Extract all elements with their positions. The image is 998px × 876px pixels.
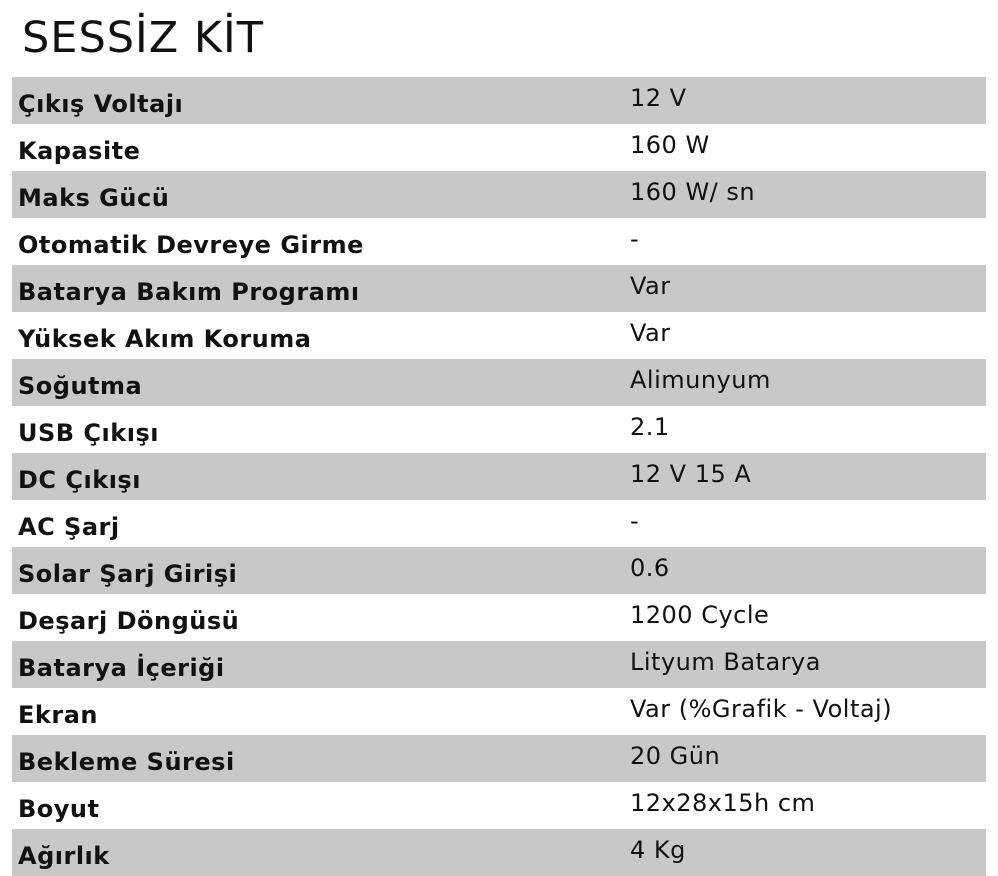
spec-value: 160 W/ sn bbox=[622, 171, 986, 218]
table-row bbox=[12, 218, 986, 265]
spec-label: Yüksek Akım Koruma bbox=[12, 312, 622, 359]
spec-label: Deşarj Döngüsü bbox=[12, 594, 622, 641]
spec-value: 12 V bbox=[622, 77, 986, 124]
table-row bbox=[12, 829, 986, 876]
spec-label: Soğutma bbox=[12, 359, 622, 406]
spec-value: - bbox=[622, 218, 986, 265]
table-row bbox=[12, 171, 986, 218]
table-row bbox=[12, 124, 986, 171]
table-row bbox=[12, 782, 986, 829]
spec-table bbox=[12, 77, 986, 876]
spec-label: AC Şarj bbox=[12, 500, 622, 547]
spec-value: 1200 Cycle bbox=[622, 594, 986, 641]
spec-label: Ağırlık bbox=[12, 829, 622, 876]
spec-label: Kapasite bbox=[12, 124, 622, 171]
spec-value: Var bbox=[622, 265, 986, 312]
spec-label: Solar Şarj Girişi bbox=[12, 547, 622, 594]
spec-label: USB Çıkışı bbox=[12, 406, 622, 453]
table-row bbox=[12, 265, 986, 312]
table-row bbox=[12, 688, 986, 735]
table-row bbox=[12, 359, 986, 406]
spec-label: Batarya Bakım Programı bbox=[12, 265, 622, 312]
page-title: SESSİZ KİT bbox=[22, 13, 265, 63]
spec-value: 4 Kg bbox=[622, 829, 986, 876]
spec-label: Otomatik Devreye Girme bbox=[12, 218, 622, 265]
table-row bbox=[12, 735, 986, 782]
spec-value: 0.6 bbox=[622, 547, 986, 594]
spec-value: Lityum Batarya bbox=[622, 641, 986, 688]
spec-label: DC Çıkışı bbox=[12, 453, 622, 500]
table-row bbox=[12, 547, 986, 594]
table-row bbox=[12, 500, 986, 547]
spec-value: 12x28x15h cm bbox=[622, 782, 986, 829]
spec-label: Çıkış Voltajı bbox=[12, 77, 622, 124]
table-row bbox=[12, 77, 986, 124]
spec-label: Batarya İçeriği bbox=[12, 641, 622, 688]
spec-value: Alimunyum bbox=[622, 359, 986, 406]
table-row bbox=[12, 406, 986, 453]
spec-value: 20 Gün bbox=[622, 735, 986, 782]
table-row bbox=[12, 312, 986, 359]
spec-value: - bbox=[622, 500, 986, 547]
table-row bbox=[12, 453, 986, 500]
spec-label: Maks Gücü bbox=[12, 171, 622, 218]
spec-table-body bbox=[12, 77, 986, 876]
spec-label: Boyut bbox=[12, 782, 622, 829]
spec-value: 160 W bbox=[622, 124, 986, 171]
table-row bbox=[12, 641, 986, 688]
spec-value: 12 V 15 A bbox=[622, 453, 986, 500]
spec-value: Var (%Grafik - Voltaj) bbox=[622, 688, 986, 735]
table-row bbox=[12, 594, 986, 641]
spec-label: Bekleme Süresi bbox=[12, 735, 622, 782]
spec-value: 2.1 bbox=[622, 406, 986, 453]
spec-value: Var bbox=[622, 312, 986, 359]
spec-label: Ekran bbox=[12, 688, 622, 735]
